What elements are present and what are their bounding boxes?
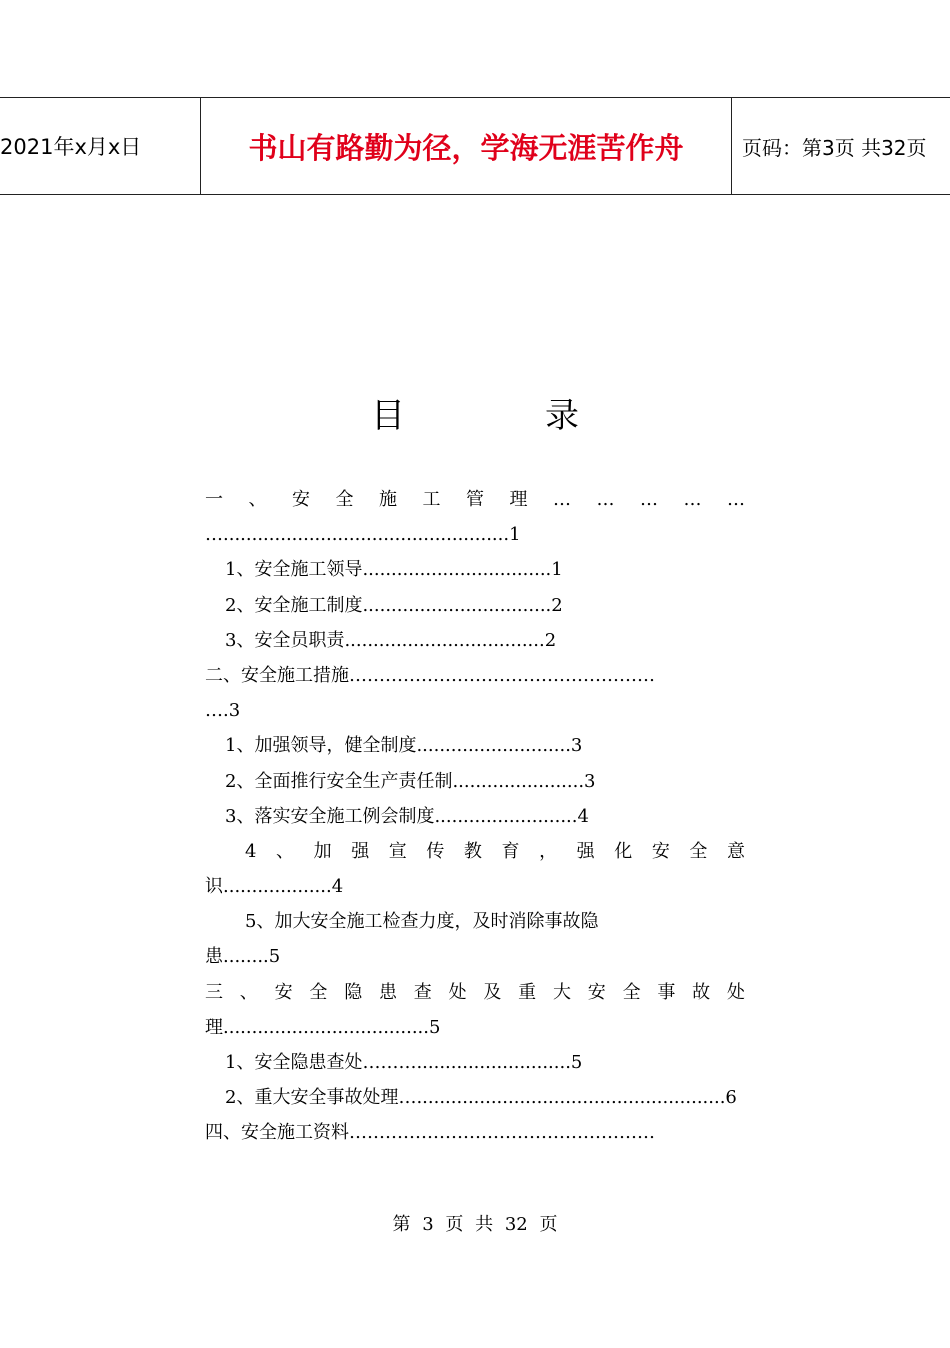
toc-entry[interactable]: 1、安全隐患查处………...........................5 [225, 1052, 583, 1073]
toc-entry-section-1-cont[interactable]: …..................................................1 [205, 524, 521, 546]
toc-entry[interactable]: 5、加大安全施工检查力度，及时消除事故隐 [245, 911, 599, 933]
toc-entry-section-2-cont[interactable]: ….3 [205, 700, 241, 722]
page-header [0, 97, 950, 195]
toc-entry[interactable]: 1、加强领导，健全制度...........................3 [225, 735, 583, 757]
toc-entry[interactable]: 2、全面推行安全生产责任制.......................3 [225, 770, 596, 792]
header-date: 2021年x月x日 [0, 135, 142, 159]
toc-entry[interactable]: 4 、 加 强 宣 传 教 育 ， 强 化 安 全 意 [245, 840, 745, 862]
toc-entry-cont[interactable]: 识...................4 [205, 876, 344, 898]
page-footer: 第 3 页 共 32 页 [392, 1214, 558, 1235]
toc-title [0, 388, 950, 437]
header-motto: 书山有路勤为径，学海无涯苦作舟 [200, 98, 732, 194]
header-page-info: 页码：第3页 共32页 [742, 135, 927, 160]
toc-entry-section-2[interactable]: 二、安全施工措施…………………………………………… [205, 664, 655, 686]
toc-entry[interactable]: 2、重大安全事故处理…......................................................6 [225, 1087, 737, 1109]
toc-entry[interactable]: 3、安全员职责...................................2 [225, 629, 557, 651]
toc-entry[interactable]: 1、安全施工领导.................................1 [225, 559, 563, 581]
toc-entry-section-1[interactable]: 一 、 安 全 施 工 管 理 … … … … … [205, 489, 745, 510]
toc-entry-cont[interactable]: 患........5 [205, 946, 281, 968]
toc-entry-section-3-cont[interactable]: 理....................................5 [205, 1016, 441, 1038]
toc-entry[interactable]: 2、安全施工制度.................................2 [225, 594, 563, 616]
table-of-contents [205, 482, 745, 1151]
toc-title-char-1: 目 [371, 396, 405, 436]
toc-entry[interactable]: 3、落实安全施工例会制度.........................4 [225, 805, 589, 827]
toc-entry-section-3[interactable]: 三 、 安 全 隐 患 查 处 及 重 大 安 全 事 故 处 [205, 981, 745, 1003]
toc-entry-section-4[interactable]: 四、安全施工资料…………………………………………… [205, 1122, 655, 1144]
toc-title-char-2: 录 [545, 396, 579, 436]
